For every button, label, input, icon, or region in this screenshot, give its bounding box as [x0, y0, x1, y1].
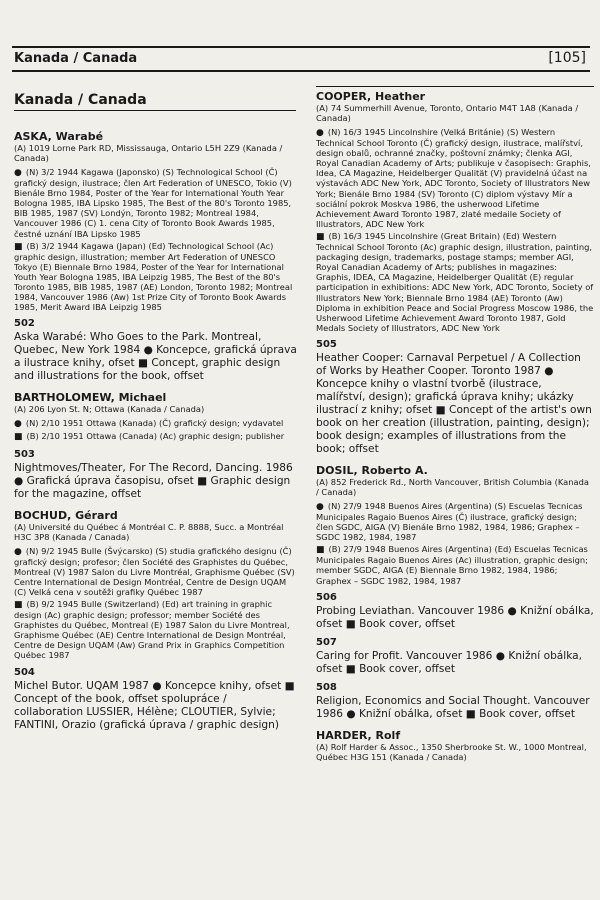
bio-english-text: (B) 2/10 1951 Ottawa (Canada) (Ac) graphic design; publisher — [26, 431, 285, 442]
artist-name: DOSIL, Roberto A. — [316, 463, 428, 477]
bullet-square-icon: ■ — [14, 432, 23, 443]
artist-entry — [316, 90, 594, 456]
work-description: Aska Warabé: Who Goes to the Park. Montreal, Quebec, New York 1984 ● Koncepce, grafická úprava a ilustrace knihy, ofset ■ Concept, graphic design and illustrations for the book, offset — [14, 331, 297, 383]
bio-czech — [14, 167, 298, 239]
artist-address: (A) Rolf Harder & Assoc., 1350 Sherbrooke St. W., 1000 Montreal, Québec H3G 151 (Kanada / Canada) — [316, 741, 587, 762]
bullet-square-icon: ■ — [14, 241, 23, 252]
page-number: [105] — [548, 50, 586, 66]
work-number: 508 — [316, 681, 337, 693]
artist-address: (A) 74 Summerhill Avenue, Toronto, Ontario M4T 1A8 (Kanada / Canada) — [316, 103, 579, 123]
bullet-square-icon: ■ — [14, 599, 23, 610]
artist-name: BARTHOLOMEW, Michael — [14, 391, 167, 405]
work-description: Caring for Profit. Vancouver 1986 ● Knižní obálka, ofset ■ Book cover, offset — [316, 649, 583, 675]
bio-czech-text: (N) 9/2 1945 Bulle (Švýcarsko) (S) studia grafického designu (Č) grafický design; profesor; člen Société des Graphistes du Québec, Montreal (V) 1987 Salon du Livre Montréal, Graphisme Québec (SV) Centre International de Design Montréal, Centre de Design UQAM (C) Velká cena v soutěži grafiky Québec 1987 — [14, 545, 295, 597]
bullet-square-icon: ■ — [316, 545, 325, 556]
bio-czech — [316, 127, 594, 229]
bio-english-text: (B) 27/9 1948 Buenos Aires (Argentina) (Ed) Escuelas Tecnicas Municipales Ragaio Buenos Aires (Ac) illustration, graphic design; member SGDC, AIGA (E) Biennale Brno 1982, 1984, 1986; Graphex – SGDC 1982, 1984, 1987 — [316, 544, 588, 586]
work-number: 503 — [14, 448, 35, 460]
artist-entry — [316, 464, 594, 721]
bullet-circle-icon: ● — [316, 128, 324, 138]
bio-english-text: (B) 9/2 1945 Bulle (Switzerland) (Ed) art training in graphic design (Ac) graphic design; professor; member Société des Graphistes du Québec, Montreal (E) 1987 Salon du Livre Montreal, Graphisme Québec (AE) Centre International de Design Montréal, Centre de Design UQAM (Aw) Grand Prix in Graphics Competition Québec 1987 — [14, 598, 290, 661]
bio-czech — [14, 418, 298, 429]
bullet-square-icon: ■ — [316, 231, 325, 242]
bio-czech-text: (N) 3/2 1944 Kagawa (Japonsko) (S) Technological School (Č) grafický design, ilustrace; člen Art Federation of UNESCO, Tokio (V) Bienále Brno 1984, Poster of the Year for International Youth Year Bologna 1985, IBA Lipsko 1985, The Best of the 80's Toronto 1985, BIB 1985, 1987 (SV) Londýn, Toronto 1982; Montreal 1984, Vancouver 1986 (C) 1. cena City of Toronto Book Awards 1985, čestné uznání IBA Lipsko 1985 — [14, 167, 292, 239]
left-column — [14, 130, 298, 740]
artist-address: (A) 852 Frederick Rd., North Vancouver, British Columbia (Kanada / Canada) — [316, 476, 589, 497]
work-description: Michel Butor. UQAM 1987 ● Koncepce knihy, ofset ■ Concept of the book, offset spolupráce / collaboration LUSSIER, Hélène; CLOUTIER, Sylvie; FANTINI, Orazio (grafická úprava / graphic design) — [14, 679, 295, 731]
bio-czech-text: (N) 16/3 1945 Lincolnshire (Velká Británie) (S) Western Technical School Toronto (Č) grafický design, ilustrace, malířství, design obalů, ochranné značky, poštovní známky; členka AGI, Royal Canadian Academy of Arts; publikuje v časopisech: Graphis, Idea, CA Magazine, Heidelberger Qualität (V) pravidelná účast na výstavách ADC New York, ADC Toronto, Society of Illustrators New York; Bienále Brno 1984 (SV) Toronto (C) diplom výstavy Mír a sociální pokrok Moskva 1986, the usherwood Lifetime Achievement Award Toronto 1987, zlaté medaile Society of Illustrators, ADC New York — [316, 127, 591, 229]
bio-english-text: (B) 16/3 1945 Lincolnshire (Great Britain) (Ed) Western Technical School Toronto (Ac) graphic design, illustration, painting, packaging design, trademarks, postage stamps; member AGI, Royal Canadian Academy of Arts; publishes in magazines: Graphis, IDEA, CA Magazine, Heidelberger Qualität (E) regular participation in exhibitions: ADC New York, ADC Toronto, Society of Illustrators New York; Biennale Brno 1984 (AE) Toronto (Aw) Diploma in exhibition Peace and Social Progress Moscow 1986, the Usherwood Lifetime Achievement Award Toronto 1987, Gold Medals Society of Illustrators, ADC New York — [316, 230, 594, 333]
bio-english — [14, 599, 298, 661]
work-number: 505 — [316, 338, 337, 350]
work-number: 507 — [316, 636, 337, 648]
artist-name: COOPER, Heather — [316, 90, 426, 103]
artist-name: HARDER, Rolf — [316, 728, 401, 742]
bullet-circle-icon: ● — [14, 419, 22, 430]
work-description: Probing Leviathan. Vancouver 1986 ● Knižní obálka, ofset ■ Book cover, offset — [316, 604, 594, 630]
bio-czech-text: (N) 2/10 1951 Ottawa (Kanada) (Č) grafický design; vydavatel — [25, 418, 284, 429]
artist-name: BOCHUD, Gérard — [14, 508, 118, 522]
artist-address: (A) Université du Québec á Montréal C. P. 8888, Succ. a Montréal H3C 3P8 (Kanada / Canada) — [14, 521, 284, 542]
bullet-circle-icon: ● — [14, 168, 22, 178]
artist-entry — [316, 729, 594, 762]
bullet-circle-icon: ● — [316, 501, 324, 512]
bio-czech — [14, 546, 298, 597]
work-description: Nightmoves/Theater, For The Record, Dancing. 1986 ● Grafická úprava časopisu, ofset ■ Graphic design for the magazine, offset — [14, 461, 293, 500]
work-number: 504 — [14, 666, 35, 678]
bio-czech-text: (N) 27/9 1948 Buenos Aires (Argentina) (S) Escuelas Tecnicas Municipales Ragaio Buenos Aires (Č) ilustrace, grafický design; člen SGDC, AIGA (V) Bienále Brno 1982, 1984, 1986; Graphex – SGDC 1982, 1984, 1987 — [316, 500, 583, 543]
bio-english — [316, 231, 594, 333]
bio-english — [14, 431, 298, 442]
artist-address: (A) 206 Lyon St. N; Ottawa (Kanada / Canada) — [14, 404, 205, 415]
artist-entry — [14, 509, 298, 732]
column-rule — [316, 86, 594, 87]
bio-english-text: (B) 3/2 1944 Kagawa (Japan) (Ed) Technological School (Ac) graphic design, illustration; member Art Federation of UNESCO Tokyo (E) Biennale Brno 1984, Poster of the Year for International Youth Year Bologna 1985, IBA Leipzig 1985, The Best of the 80's Toronto 1985, BIB 1985, 1987 (AE) London, Toronto 1982; Montreal 1984, Vancouver 1986 (Aw) 1st Prize City of Toronto Book Awards 1985, Merit Award IBA Leipzig 1985 — [14, 240, 293, 313]
bullet-circle-icon: ● — [14, 546, 22, 557]
bio-english — [316, 544, 594, 585]
artist-entry — [14, 130, 298, 383]
artist-address: (A) 1019 Lorne Park RD, Mississauga, Ontario L5H 2Z9 (Kanada / Canada) — [14, 143, 283, 163]
work-number: 506 — [316, 591, 337, 603]
bio-czech — [316, 501, 594, 542]
artist-name: ASKA, Warabé — [14, 130, 104, 143]
artist-entry — [14, 391, 298, 500]
work-description: Heather Cooper: Carnaval Perpetuel / A Collection of Works by Heather Cooper. Toronto 1987 ● Koncepce knihy o vlastní tvorbě (ilustrace, malířství, design); grafická úprava knihy; ukázky ilustrací z knihy; ofset ■ Concept of the artist's own book on her creation (illustration, painting, design); book design; examples of illustrations from the book; offset — [316, 351, 592, 455]
work-number: 502 — [14, 318, 35, 330]
running-header-title: Kanada / Canada — [14, 51, 138, 66]
section-title: Kanada / Canada — [14, 92, 296, 111]
right-column — [316, 90, 594, 770]
bio-english — [14, 241, 298, 313]
work-description: Religion, Economics and Social Thought. Vancouver 1986 ● Knižní obálka, ofset ■ Book cover, offset — [316, 694, 590, 720]
running-header — [12, 46, 590, 72]
